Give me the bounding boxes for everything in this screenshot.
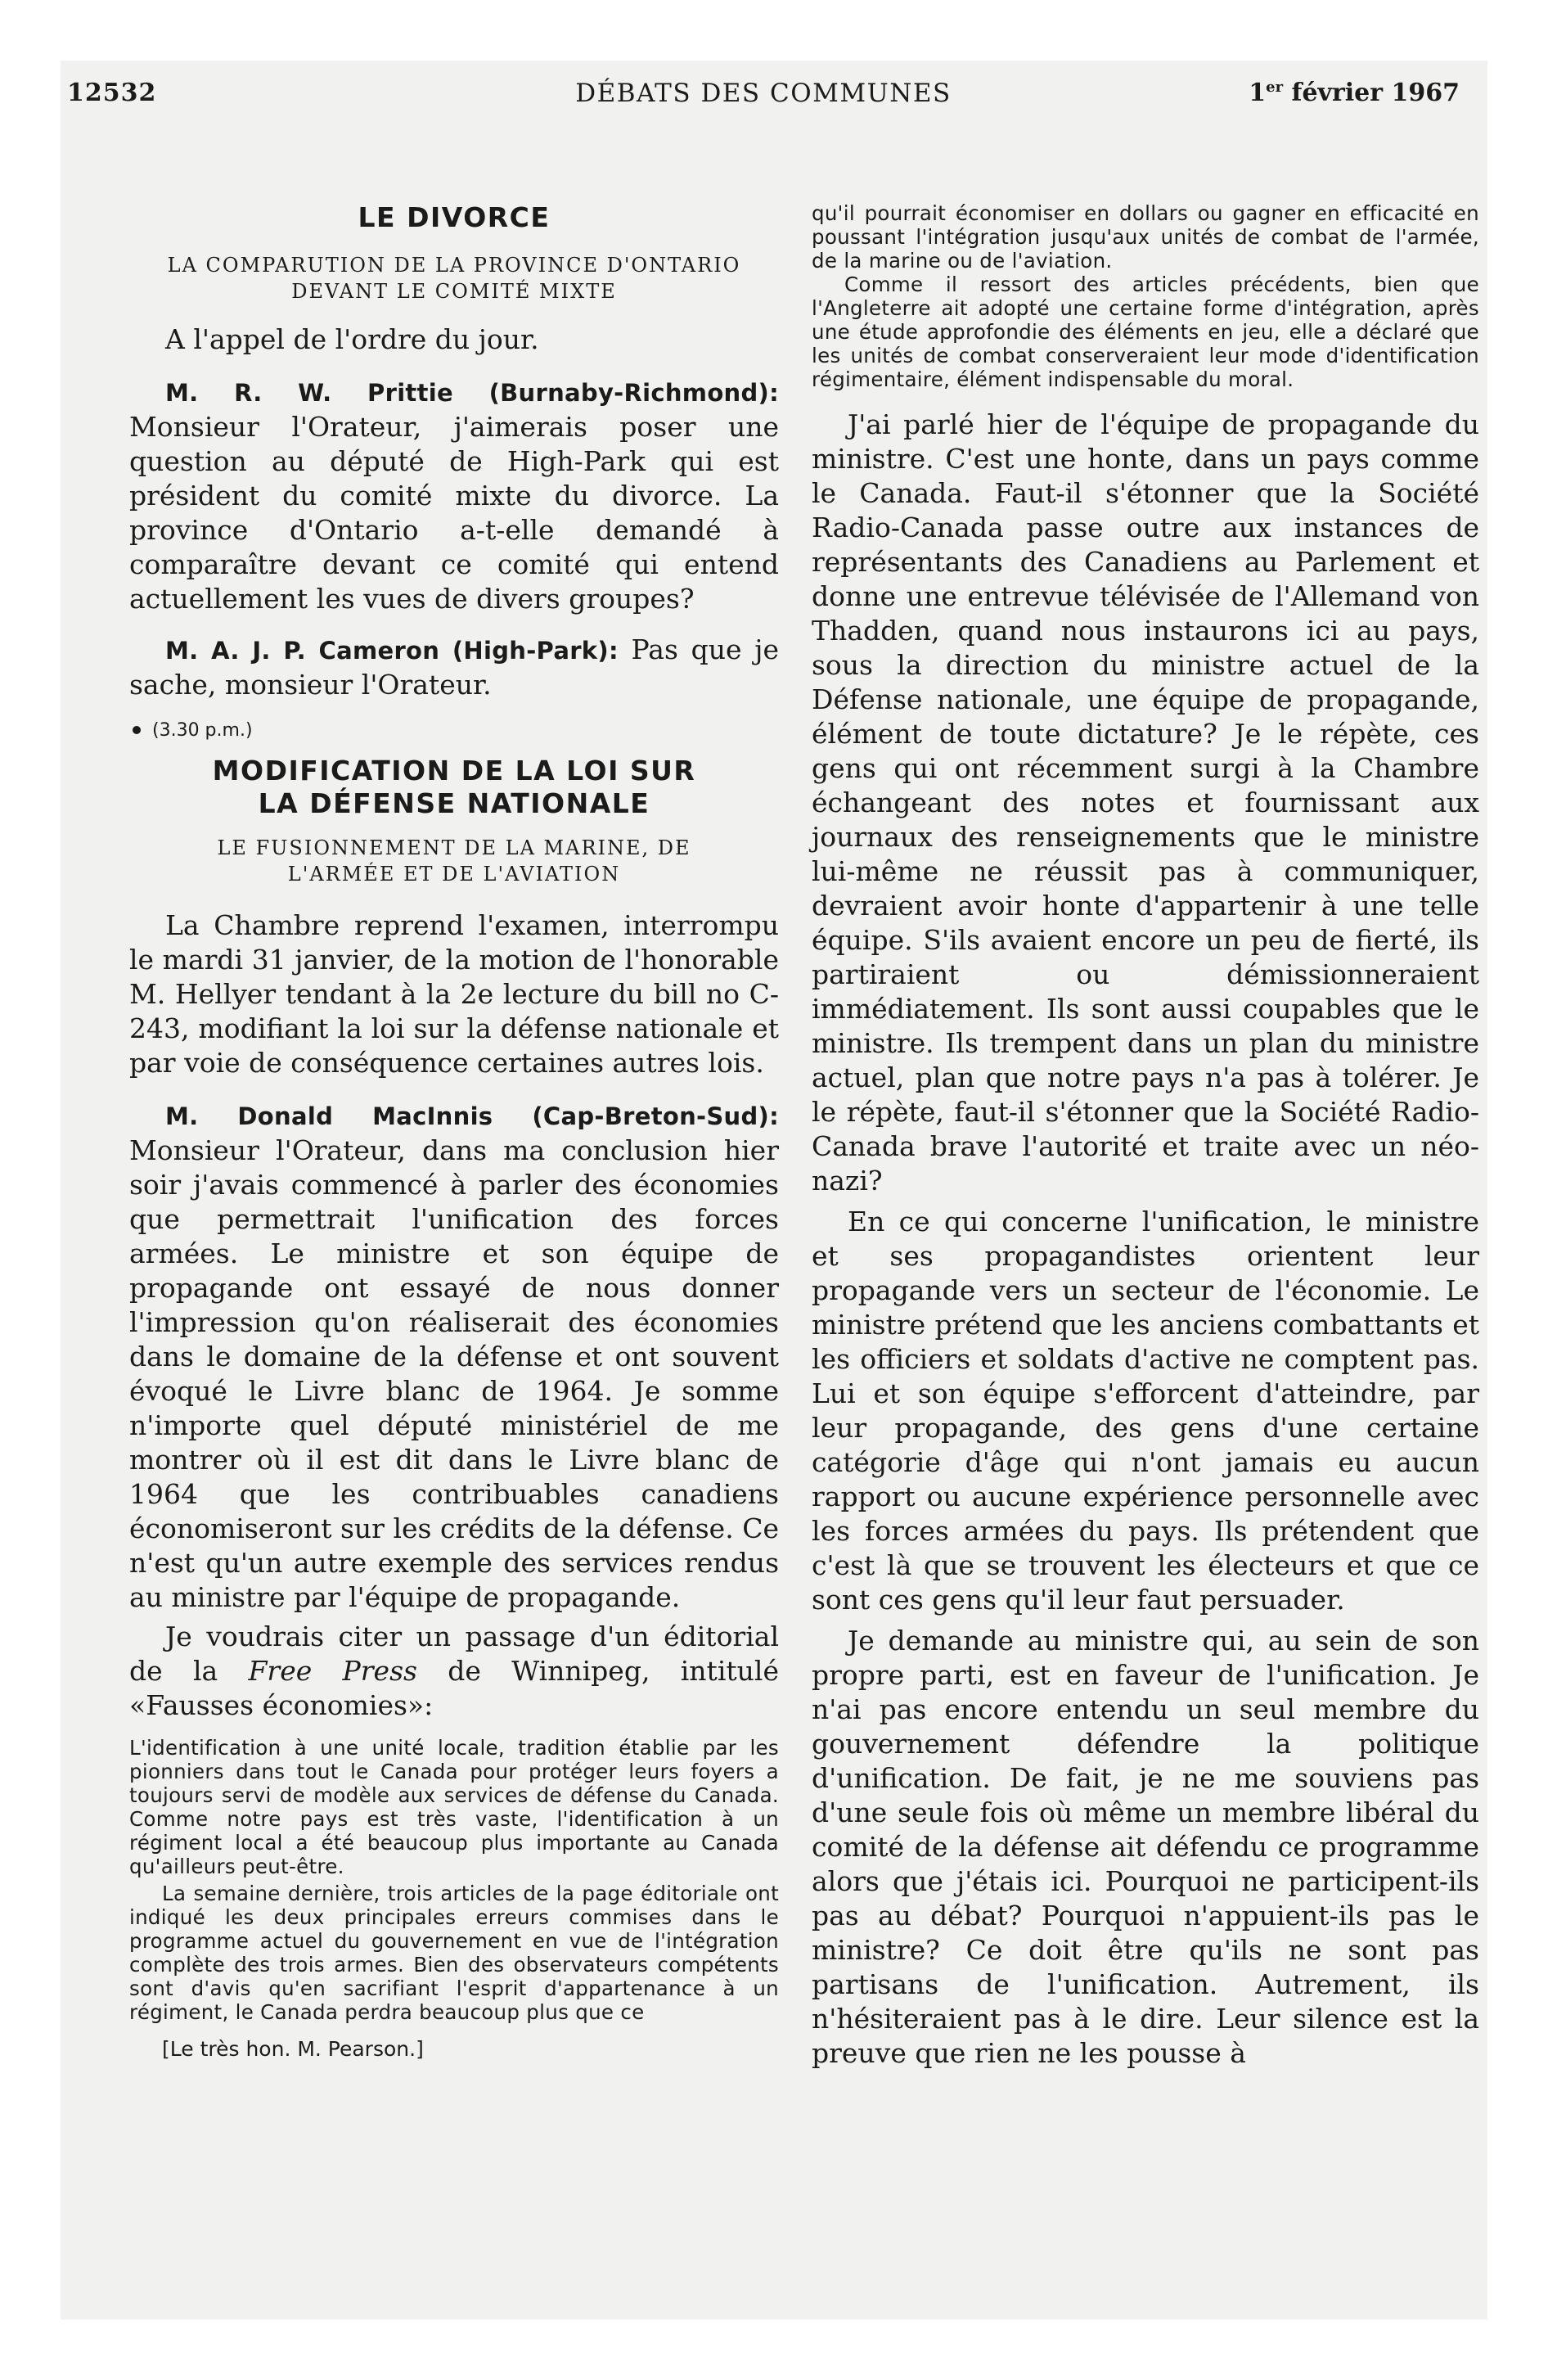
- speech-cameron-text: Pas que je sache, monsieur l'Orateur.: [129, 633, 779, 701]
- speech-cameron: [129, 633, 779, 702]
- section-heading-defense-line2: LA DÉFENSE NATIONALE: [258, 787, 650, 819]
- date-day: 1: [1249, 79, 1267, 107]
- date-month-year: février 1967: [1283, 79, 1460, 107]
- speaker-interjection: [Le très hon. M. Pearson.]: [162, 2037, 424, 2061]
- section-subheading-defense-line2: L'ARMÉE ET DE L'AVIATION: [287, 863, 621, 886]
- date-ordinal: er: [1266, 79, 1284, 96]
- speaker-prittie: M. R. W. Prittie (Burnaby-Richmond):: [165, 379, 779, 407]
- quote-paragraph-2: La semaine dernière, trois articles de la page éditoriale ont indiqué les deux principales erreurs commises dans le programme actuel du gouvernement en vue de l'intégration complète des trois armes. Bien des observateurs compétents sont d'avis qu'en sacrifiant l'esprit d'appartenance à un régiment, le Canada perdra beaucoup plus que ce: [129, 1882, 779, 2024]
- time-marker: [129, 719, 779, 743]
- issue-date: [1249, 79, 1460, 107]
- newspaper-title: Free Press: [248, 1655, 417, 1687]
- page-number: 12532: [67, 79, 157, 107]
- time-marker-text: (3.30 p.m.): [152, 720, 253, 741]
- order-of-day-paragraph: A l'appel de l'ordre du jour.: [165, 323, 539, 355]
- quote-paragraph-4: Comme il ressort des articles précédents, bien que l'Angleterre ait adopté une certaine forme d'intégration, après une étude approfondie des éléments en jeu, elle a déclaré que les unités de combat conserveraient leur mode d'identification régimentaire, élément indispensable du moral.: [812, 273, 1479, 391]
- minister-question-paragraph: Je demande au ministre qui, au sein de son propre parti, est en faveur de l'unification. Je n'ai pas encore entendu un seul membre du gouvernement défendre la politique d'unification. De fait, je ne me souviens pas d'une seule fois où même un membre libéral du comité de la défense ait défendu ce programme alors que j'étais ici. Pourquoi ne participent-ils pas au débat? Pourquoi n'appuient-ils pas le ministre? Ce doit être qu'ils ne sont pas partisans de l'unification. Autrement, ils n'hésiteraient pas à le dire. Leur silence est la preuve que rien ne les pousse à: [812, 1625, 1479, 2069]
- section-heading-divorce: LE DIVORCE: [358, 201, 551, 233]
- section-heading-defense-line1: MODIFICATION DE LA LOI SUR: [212, 755, 696, 787]
- unification-paragraph: En ce qui concerne l'unification, le ministre et ses propagandistes orientent leur propagande vers un secteur de l'économie. Le ministre prétend que les anciens combattants et les officiers et soldats d'active ne comptent pas. Lui et son équipe s'efforcent d'atteindre, par leur propagande, des gens d'une certaine catégorie d'âge qui n'ont jamais eu aucun rapport ou aucune expérience personnelle avec les forces armées du pays. Ils prétendent que c'est là que se trouvent les électeurs et que ce sont ces gens qu'il leur faut persuader.: [812, 1206, 1479, 1616]
- publication-title: DÉBATS DES COMMUNES: [575, 79, 952, 108]
- running-header: [67, 79, 1460, 118]
- editorial-intro-paragraph: [129, 1620, 779, 1723]
- editorial-intro-b: de Winnipeg, intitulé «Fausses économies»:: [129, 1655, 779, 1721]
- speech-prittie: [129, 375, 779, 616]
- speaker-macinnis: M. Donald MacInnis (Cap-Breton-Sud):: [165, 1102, 779, 1130]
- propaganda-paragraph: J'ai parlé hier de l'équipe de propagande du ministre. C'est une honte, dans un pays comme le Canada. Faut-il s'étonner que la Société Radio-Canada passe outre aux instances de représentants des Canadiens au Parlement et donne une entrevue télévisée de l'Allemand von Thadden, quand nous instaurons ici au pays, sous la direction du ministre actuel de la Défense nationale, une équipe de propagande, élément de toute dictature? Je le répète, ces gens qui ont récemment surgi à la Chambre échangeant des notes et fournissant aux journaux des renseignements que le ministre lui-même ne réussit pas à communiquer, devraient avoir honte d'appartenir à une telle équipe. S'ils avaient encore un peu de fierté, ils partiraient ou démissionneraient immédiatement. Ils sont aussi coupables que le ministre. Ils trempent dans un plan du ministre actuel, plan que notre pays n'a pas à tolérer. Je le répète, faut-il s'étonner que la Société Radio-Canada brave l'autorité et traite avec un néo-nazi?: [812, 408, 1479, 1197]
- house-resumes-paragraph: La Chambre reprend l'examen, interrompu le mardi 31 janvier, de la motion de l'honorable M. Hellyer tendant à la 2e lecture du bill no C-243, modifiant la loi sur la défense nationale et par voie de conséquence certaines autres lois.: [129, 909, 779, 1079]
- speech-macinnis: [129, 1098, 779, 1615]
- quote-paragraph-1: L'identification à une unité locale, tradition établie par les pionniers dans tout le Canada pour protéger leurs foyers a toujours servi de modèle aux services de défense du Canada. Comme notre pays est très vaste, l'identification à un régiment local a été beaucoup plus importante au Canada qu'ailleurs peut-être.: [129, 1736, 779, 1878]
- left-column: [129, 201, 779, 2063]
- section-subheading-divorce: LA COMPARUTION DE LA PROVINCE D'ONTARIO DEVANT LE COMITÉ MIXTE: [167, 254, 741, 303]
- editorial-intro-a: Je voudrais citer un passage d'un éditorial de la: [129, 1620, 779, 1687]
- bullet-icon: [133, 726, 141, 734]
- speech-macinnis-text: Monsieur l'Orateur, dans ma conclusion hier soir j'avais commencé à parler des économies que permettrait l'unification des forces armées. Le ministre et son équipe de propagande ont essayé de nous donner l'impression qu'on réaliserait des économies dans le domaine de la défense et ont souvent évoqué le Livre blanc de 1964. Je somme n'importe quel député ministériel de me montrer où il est dit dans le Livre blanc de 1964 que les contribuables canadiens économiseront sur les crédits de la défense. Ce n'est qu'un autre exemple des services rendus au ministre par l'équipe de propagande.: [129, 1134, 779, 1613]
- section-subheading-defense-line1: LE FUSIONNEMENT DE LA MARINE, DE: [217, 836, 691, 859]
- quote-paragraph-3: qu'il pourrait économiser en dollars ou gagner en efficacité en poussant l'intégration jusqu'aux unités de combat de l'armée, de la marine ou de l'aviation.: [812, 201, 1479, 273]
- right-column: [812, 201, 1479, 2071]
- speaker-cameron: M. A. J. P. Cameron (High-Park):: [165, 637, 619, 665]
- speech-prittie-text: Monsieur l'Orateur, j'aimerais poser une question au député de High-Park qui est président du comité mixte du divorce. La province d'Ontario a-t-elle demandé à comparaître devant ce comité qui entend actuellement les vues de divers groupes?: [129, 411, 779, 615]
